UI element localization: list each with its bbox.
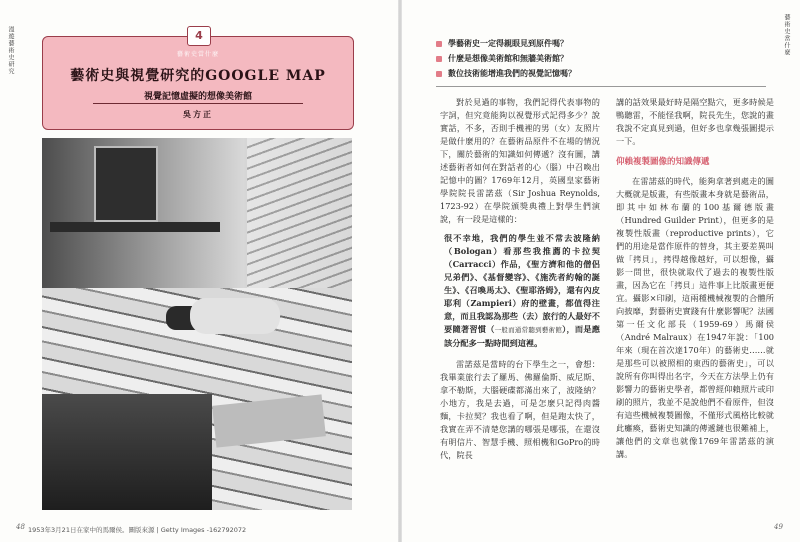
paragraph: 在雷諾茲的時代，能夠拿著到處走的圖大概就是版畫，有些版畫本身就是藝術品，即其中如林布蘭的100基爾德版畫（Hundred Guilder Print），但更多的是複製性版畫（reproductive prints），它們的用途是當作原件的替身，其主要差異叫做「拷貝」，拷得越像越好，可以想像，攝影一問世，很快就取代了過去的複製性版畫，因為它在「拷貝」這件事上比版畫更便宜。攝影×印刷，這兩種機械複製的合體所向披靡，對藝術史實踐有什麼影響呢？法國第一任文化部長（1959-69）馬爾侯（André Malraux）在1947年說：「100年來（現在首次達170年）的藝術史……就是那些可以被照相的東西的藝術史」，可以說所有你叫得出名字，今天在方法學上仍有影響力的藝術史學者，都曾經仰賴照片或印刷的照片，我並不是說他們不看原件，但沒有這些機械複製圖像，不僅形式風格比較就此癱瘓，藝術史知識的傳遞鏈也很難補上，讓他們的文章也就像1769年雷諾茲的演講。 (616, 176, 774, 459)
bullet-icon (436, 41, 442, 47)
chapter-title-box (42, 29, 354, 130)
question-text: 學藝術史一定得親眼見到原件嗎？ (448, 39, 568, 48)
question-item (436, 51, 766, 66)
subtitle-rule (93, 103, 303, 104)
chapter-title: 藝術史與視覺研究的GOOGLE MAP (70, 68, 326, 84)
photo-back-table (50, 222, 220, 232)
quote-end: ），而是應該分配多一點時間到這裡。 (444, 324, 600, 348)
page-number-right: 49 (774, 523, 783, 531)
topic-label: 藝術史當什麼 (176, 51, 219, 58)
question-item (436, 36, 766, 51)
quote-text: 很不幸地，我們的學生並不常去波隆納（Bologan）看那些我推薦的卡拉契（Carracci）作品，《聖方濟和他的僧侶兄弟們》、《基督變容》、《施洗者約翰的誕生》、《召喚馬太》、《聖耶洛姆》，還有內皮耶利（Zampieri）府的壁畫，都值得注意，而且我認為那些（去）旅行的人最好不要隨著習慣（ (444, 233, 600, 334)
paragraph: 雷諾茲是當時的台下學生之一，會想：我畢業旅行去了羅馬、佛羅倫斯、威尼斯、拿不勒斯，大腦硬碟都滿出來了，波隆納？小地方，我是去過，可是怎麼只記得肉醬麵，卡拉契？我也看了啊，但是跑太快了，我實在弄不清楚您講的哪張是哪張，在還沒有明信片、智慧手機、照相機和GoPro的時代，院長 (440, 359, 600, 460)
paragraph: 講的話效果最好時是隔空點穴，更多時候是鴨聽雷，不能怪我啊，院長先生，您說的畫我說不定真見到過，但好多也拿幾張圖提示一下。 (616, 97, 774, 146)
bullet-icon (436, 71, 442, 77)
running-head-left: 漫遊藝術史研究 (7, 26, 14, 75)
paragraph: 對於見過的事物，我們記得代表事物的字詞，但究竟能夠以視覺形式記得多少？說實話，不多，否則手機裡的男（女）友照片是做什麼用的？在藝術品原件不在場的情況下，關於藝術的知識如何傳遞？沒有圖，講述藝術者如何在對話者的心（腦）中召喚出記憶中的圖？1769年12月，英國皇家藝術學院院長雷諾茲（Sir Joshua Reynolds, 1723-92）在學院頒獎典禮上對學生們演說，有一段是這樣的： (440, 97, 600, 224)
running-head-right: 藝術史當什麼 (783, 14, 790, 56)
photo-front-table (42, 394, 212, 510)
author-name: 吳方正 (183, 110, 213, 119)
question-divider (436, 86, 766, 87)
question-text: 什麼是想像美術館和無牆美術館？ (448, 54, 568, 63)
question-list (436, 36, 766, 81)
section-heading: 仰賴複製圖像的知識傳遞 (616, 157, 710, 167)
page-number-left: 48 (16, 523, 25, 531)
question-text: 數位技術能增進我們的視覺記憶嗎？ (448, 69, 576, 78)
chapter-number-badge: 4 (187, 26, 211, 46)
photo-caption: 1953年3月21日在家中的馬爾侯。圖版來源 | Getty Images -162792072 (28, 526, 247, 534)
bullet-icon (436, 56, 442, 62)
block-quote (444, 232, 600, 350)
left-page (0, 0, 398, 542)
photo-painting (94, 146, 158, 222)
text-column-2 (616, 96, 774, 465)
text-column-1 (440, 96, 600, 466)
photo-man-figure (190, 298, 280, 334)
quote-note: 一般而通常聽到藝術館 (494, 326, 563, 334)
question-item (436, 66, 766, 81)
photo-malraux (42, 138, 352, 510)
photo-staircase (247, 138, 352, 288)
chapter-subtitle: 視覺記憶虛擬的想像美術館 (143, 92, 252, 102)
